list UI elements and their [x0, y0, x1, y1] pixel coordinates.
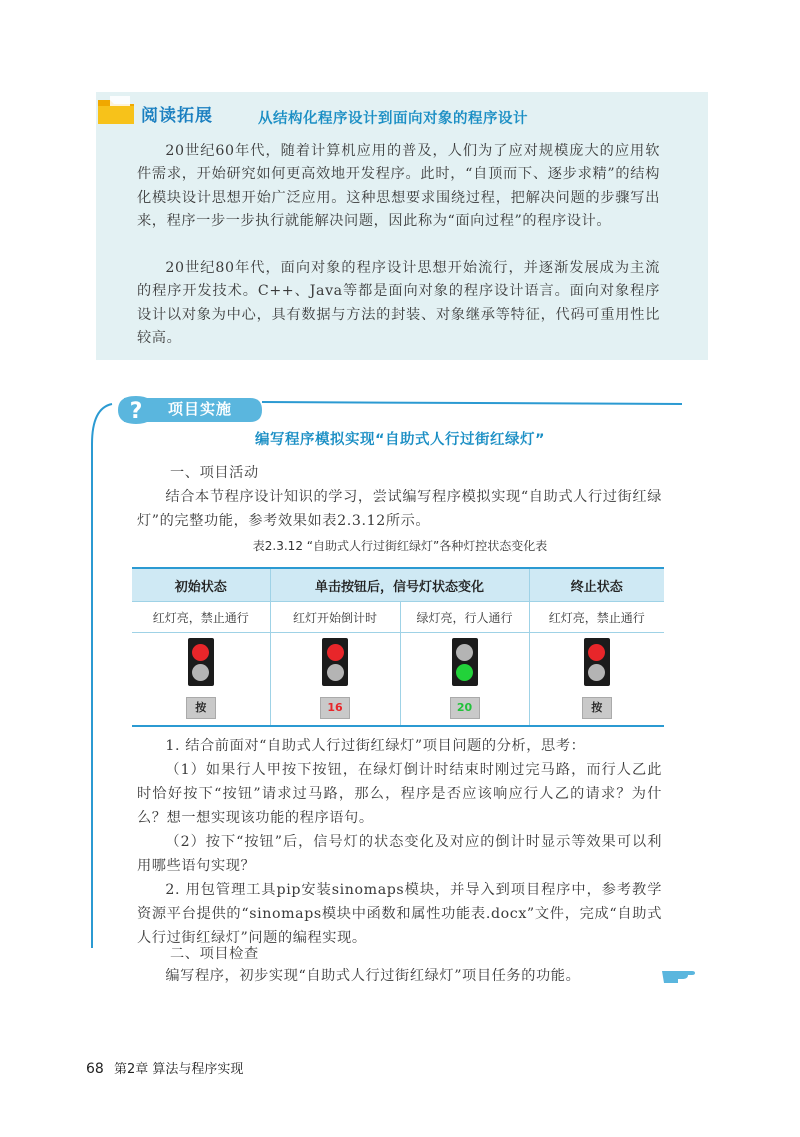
lamp-off [192, 664, 209, 681]
light-cell-2 [270, 633, 400, 727]
question-1b: （2）按下“按钮”后，信号灯的状态变化及对应的倒计时显示等效果可以利用哪些语句实现？ [137, 834, 662, 874]
question-1a: （1）如果行人甲按下按钮，在绿灯倒计时结束时刚过完马路，而行人乙此时恰好按下“按钮”请求过马路，那么，程序是否应该响应行人乙的请求？为什么？想一想实现该功能的程序语句。 [137, 762, 662, 826]
section-heading-activity: 一、项目活动 [170, 465, 259, 481]
lamp-off [456, 644, 473, 661]
reading-tag: 阅读拓展 [141, 106, 213, 126]
reading-paragraph-1: 20世纪60年代，随着计算机应用的普及，人们为了应对规模庞大的应用软件需求，开始研究如何更高效地开发程序。此时，“自顶而下、逐步求精”的结构化模块设计思想开始广泛应用。这种思想要求围绕过程，把解决问题的步骤写出来，程序一步一步执行就能解决问题，因此称为“面向过程”的程序设计。 [137, 143, 660, 230]
check-text: 编写程序，初步实现“自助式人行过街红绿灯”项目任务的功能。 [165, 968, 581, 984]
project-title: 编写程序模拟实现“自助式人行过街红绿灯” [254, 432, 546, 448]
red-lamp-on [327, 644, 344, 661]
pointing-hand-icon [660, 965, 696, 985]
lamp-off [327, 664, 344, 681]
section-heading-check: 二、项目检查 [170, 946, 259, 962]
table-caption: 表2.3.12 “自助式人行过街红绿灯”各种灯控状态变化表 [252, 539, 548, 553]
header-after-click: 单击按钮后，信号灯状态变化 [270, 568, 529, 602]
traffic-light-icon [584, 638, 610, 686]
traffic-light-state-table [132, 567, 664, 727]
countdown-display-green: 20 [450, 697, 480, 719]
countdown-display-red: 16 [320, 697, 350, 719]
traffic-light-icon [322, 638, 348, 686]
folder-icon [96, 94, 136, 126]
red-lamp-on [192, 644, 209, 661]
activity-text: 结合本节程序设计知识的学习，尝试编写程序模拟实现“自助式人行过街红绿灯”的完整功能，参考效果如表2.3.12所示。 [137, 489, 662, 529]
page-number: 68 [86, 1061, 104, 1077]
page-footer [86, 1058, 243, 1077]
header-initial-state: 初始状态 [132, 568, 270, 602]
traffic-light-icon [188, 638, 214, 686]
project-badge-label: 项目实施 [168, 400, 233, 418]
press-button[interactable]: 按 [186, 697, 216, 719]
state-text-2: 红灯开始倒计时 [270, 602, 400, 633]
state-text-4: 红灯亮，禁止通行 [529, 602, 664, 633]
svg-text:?: ? [129, 399, 143, 424]
reading-title: 从结构化程序设计到面向对象的程序设计 [258, 111, 528, 127]
light-cell-1 [132, 633, 270, 727]
table-header-row [132, 568, 664, 602]
state-text-3: 绿灯亮，行人通行 [400, 602, 529, 633]
red-lamp-on [588, 644, 605, 661]
question-2: 2. 用包管理工具pip安装sinomaps模块，并导入到项目程序中，参考教学资源平台提供的“sinomaps模块中函数和属性功能表.docx”文件，完成“自助式人行过街红绿灯”问题的编程实现。 [137, 882, 662, 946]
light-cell-4 [529, 633, 664, 727]
question-1: 1. 结合前面对“自助式人行过街红绿灯”项目问题的分析，思考： [165, 738, 586, 754]
light-cell-3 [400, 633, 529, 727]
press-button[interactable]: 按 [582, 697, 612, 719]
traffic-light-icon [452, 638, 478, 686]
reading-paragraph-2: 20世纪80年代，面向对象的程序设计思想开始流行，并逐渐发展成为主流的程序开发技术。C++、Java等都是面向对象的程序设计语言。面向对象程序设计以对象为中心，具有数据与方法的封装、对象继承等特征，代码可重用性比较高。 [137, 260, 660, 347]
table-row-state-text [132, 602, 664, 633]
green-lamp-on [456, 664, 473, 681]
table-row-light-images [132, 633, 664, 727]
header-final-state: 终止状态 [529, 568, 664, 602]
chapter-title: 第2章 算法与程序实现 [113, 1062, 244, 1077]
lamp-off [588, 664, 605, 681]
state-text-1: 红灯亮，禁止通行 [132, 602, 270, 633]
